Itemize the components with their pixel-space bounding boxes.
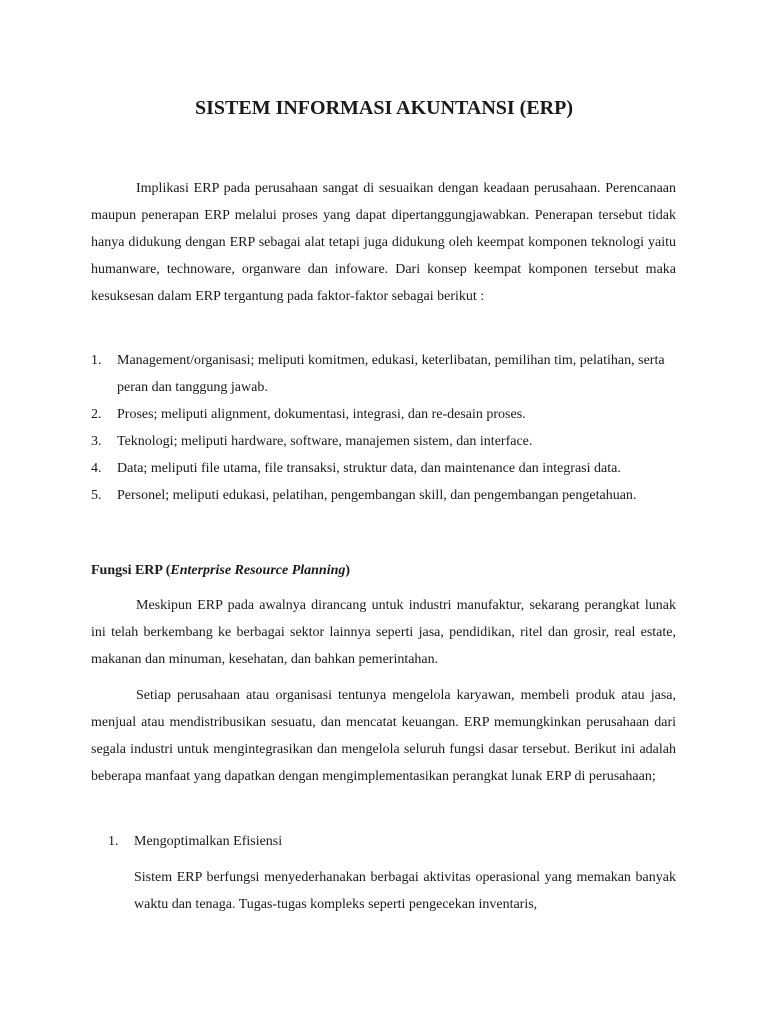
benefit-paragraph: Sistem ERP berfungsi menyederhanakan berbagai aktivitas operasional yang memakan banyak waktu dan tenaga. Tugas-tugas kompleks seperti pengecekan inventaris, xyxy=(134,870,676,912)
list-item-text: Personel; meliputi edukasi, pelatihan, pengembangan skill, dan pengembangan pengetahuan. xyxy=(117,488,637,503)
list-item xyxy=(91,455,676,482)
paragraph-2: Meskipun ERP pada awalnya dirancang untuk industri manufaktur, sekarang perangkat lunak ini telah berkembang ke berbagai sektor lainnya seperti jasa, pendidikan, ritel dan grosir, real estate, makanan dan minuman, kesehatan, dan bahkan pemerintahan. xyxy=(91,598,676,667)
list-item-text: Management/organisasi; meliputi komitmen, edukasi, keterlibatan, pemilihan tim, pelatihan, serta peran dan tanggung jawab. xyxy=(117,353,665,395)
section-heading xyxy=(91,557,350,584)
factors-list xyxy=(91,347,676,509)
benefit-number: 1. xyxy=(108,834,119,849)
section-heading-prefix: Fungsi ERP ( xyxy=(91,563,171,578)
benefit-item-1 xyxy=(108,828,282,855)
list-item xyxy=(91,428,676,455)
list-item xyxy=(91,347,676,401)
document-title: SISTEM INFORMASI AKUNTANSI (ERP) xyxy=(194,97,573,119)
list-item-number: 4. xyxy=(91,461,102,476)
list-item-text: Teknologi; meliputi hardware, software, manajemen sistem, dan interface. xyxy=(117,434,533,449)
list-item-number: 3. xyxy=(91,434,102,449)
list-item xyxy=(91,482,676,509)
list-item-number: 1. xyxy=(91,353,102,368)
paragraph-3: Setiap perusahaan atau organisasi tentunya mengelola karyawan, membeli produk atau jasa, menjual atau mendistribusikan sesuatu, dan mencatat keuangan. ERP memungkinkan perusahaan dari segala industri untuk mengintegrasikan dan mengelola seluruh fungsi dasar tersebut. Berikut ini adalah beberapa manfaat yang dapatkan dengan mengimplementasikan perangkat lunak ERP di perusahaan; xyxy=(91,688,676,784)
intro-paragraph: Implikasi ERP pada perusahaan sangat di sesuaikan dengan keadaan perusahaan. Perencanaan maupun penerapan ERP melalui proses yang dapat dipertanggungjawabkan. Penerapan tersebut tidak hanya didukung dengan ERP sebagai alat tetapi juga didukung oleh keempat komponen teknologi yaitu humanware, technoware, organware dan infoware. Dari konsep keempat komponen tersebut maka kesuksesan dalam ERP tergantung pada faktor-faktor sebagai berikut : xyxy=(91,181,676,304)
list-item-text: Proses; meliputi alignment, dokumentasi, integrasi, dan re-desain proses. xyxy=(117,407,526,422)
benefit-label: Mengoptimalkan Efisiensi xyxy=(134,834,283,849)
list-item-text: Data; meliputi file utama, file transaksi, struktur data, dan maintenance dan integrasi data. xyxy=(117,461,621,476)
list-item xyxy=(91,401,676,428)
list-item-number: 5. xyxy=(91,488,102,503)
section-heading-suffix: ) xyxy=(345,563,351,578)
list-item-number: 2. xyxy=(91,407,102,422)
section-heading-italic: Enterprise Resource Planning xyxy=(170,563,346,578)
